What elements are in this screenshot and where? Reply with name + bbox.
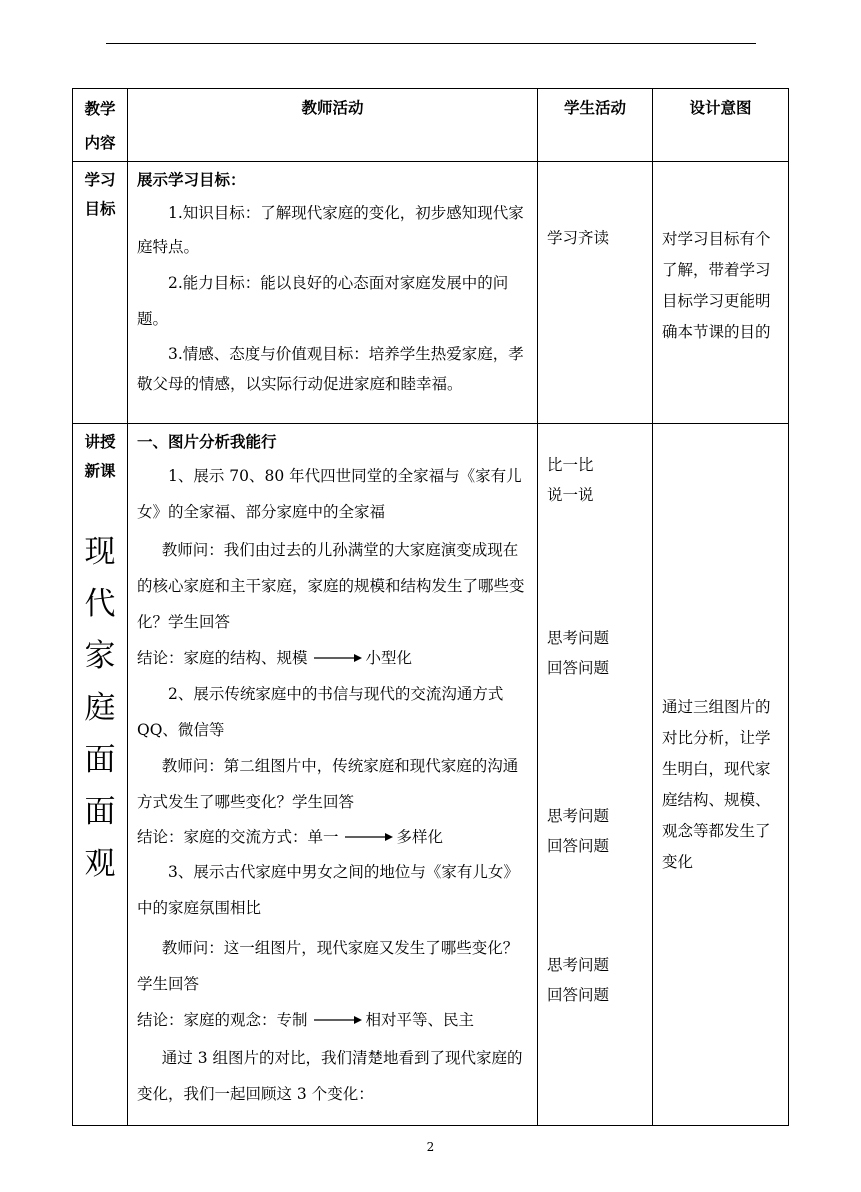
- header-teacher-cell: [128, 89, 538, 162]
- conclusion3-result: 相对平等、民主: [365, 1011, 475, 1029]
- objective-knowledge: 1.知识目标：了解现代家庭的变化，初步感知现代家庭特点。: [137, 204, 524, 256]
- conclusion1: [137, 640, 529, 676]
- header-col0-line1: 教学: [84, 100, 116, 118]
- student-activity-answer: 回答问题: [547, 837, 610, 855]
- student-activity-think: 思考问题: [547, 956, 610, 974]
- student-activity-think: 思考问题: [547, 807, 610, 825]
- vertical-char: 代: [84, 586, 116, 622]
- objectives-intent-text: 对学习目标有个了解，带着学习目标学习更能明确本节课的目的: [662, 230, 771, 341]
- page-number: 2: [426, 1140, 435, 1154]
- conclusion3: [137, 1002, 529, 1038]
- arrow-right-icon: [314, 1015, 362, 1025]
- objectives-label-1: 学习: [84, 171, 116, 189]
- student-activity-think: 思考问题: [547, 629, 610, 647]
- conclusion2-lead: 结论：家庭的交流方式：单一: [137, 828, 339, 846]
- lecture-label-2: 新课: [84, 462, 116, 480]
- header-row: [73, 89, 789, 162]
- vertical-title: [73, 526, 127, 890]
- arrow-right-icon: [345, 832, 393, 842]
- section-title: 一、图片分析我能行: [137, 433, 277, 451]
- objectives-student-cell: [538, 162, 653, 424]
- vertical-char: 现: [84, 534, 116, 570]
- objectives-row: [73, 162, 789, 424]
- objective-ability: 2.能力目标：能以良好的心态面对家庭发展中的问题。: [137, 274, 509, 328]
- student-activity-answer: 回答问题: [547, 659, 610, 677]
- header-intent-label: 设计意图: [689, 99, 752, 117]
- objectives-label-cell: [73, 162, 128, 424]
- conclusion2-result: 多样化: [396, 828, 444, 846]
- vertical-char: 家: [84, 638, 116, 674]
- header-teacher-label: 教师活动: [301, 99, 364, 117]
- header-col0-line2: 内容: [84, 134, 116, 152]
- objectives-label-2: 目标: [84, 200, 116, 218]
- header-intent-cell: [653, 89, 789, 162]
- lecture-intent-text: 通过三组图片的对比分析，让学生明白，现代家庭结构、规模、观念等都发生了变化: [662, 698, 771, 871]
- lesson-plan-table: [72, 88, 789, 1126]
- lecture-row: [73, 424, 789, 1126]
- summary-text: 通过 3 组图片的对比，我们清楚地看到了现代家庭的变化，我们一起回顾这 3 个变化：: [137, 1049, 523, 1103]
- vertical-char: 庭: [84, 690, 116, 726]
- question1-text: 教师问：我们由过去的儿孙满堂的大家庭演变成现在的核心家庭和主干家庭，家庭的规模和结构发生了哪些变化？学生回答: [137, 541, 525, 631]
- conclusion1-result: 小型化: [365, 649, 413, 667]
- step3-text: 3、展示古代家庭中男女之间的地位与《家有儿女》中的家庭氛围相比: [137, 863, 519, 917]
- question2-text: 教师问：第二组图片中，传统家庭和现代家庭的沟通方式发生了哪些变化？学生回答: [137, 757, 519, 811]
- header-student-label: 学生活动: [563, 99, 626, 117]
- question3-text: 教师问：这一组图片，现代家庭又发生了哪些变化？学生回答: [137, 939, 519, 993]
- lecture-teacher-cell: [128, 424, 538, 1126]
- vertical-char: 观: [84, 846, 116, 882]
- student-activity-compare: 比一比: [547, 456, 594, 474]
- objectives-title: 展示学习目标：: [137, 171, 246, 189]
- lecture-label-cell: [73, 424, 128, 1126]
- lecture-intent-cell: [653, 424, 789, 1126]
- objectives-intent-cell: [653, 162, 789, 424]
- vertical-char: 面: [84, 742, 116, 778]
- step2-text: 2、展示传统家庭中的书信与现代的交流沟通方式 QQ、微信等: [137, 685, 504, 739]
- step1-text: 1、展示 70、80 年代四世同堂的全家福与《家有儿女》的全家福、部分家庭中的全家福: [137, 467, 522, 521]
- header-rule: [106, 43, 756, 44]
- header-student-cell: [538, 89, 653, 162]
- lecture-student-cell: [538, 424, 653, 1126]
- header-content-cell: [73, 89, 128, 162]
- conclusion3-lead: 结论：家庭的观念：专制: [137, 1011, 308, 1029]
- vertical-char: 面: [84, 794, 116, 830]
- objective-emotion: 3.情感、态度与价值观目标：培养学生热爱家庭，孝敬父母的情感，以实际行动促进家庭和睦幸福。: [137, 345, 524, 393]
- arrow-right-icon: [314, 653, 362, 663]
- objectives-teacher-cell: [128, 162, 538, 424]
- conclusion1-lead: 结论：家庭的结构、规模: [137, 649, 308, 667]
- lecture-label-1: 讲授: [84, 433, 116, 451]
- student-activity-discuss: 说一说: [547, 486, 594, 504]
- student-activity-answer: 回答问题: [547, 986, 610, 1004]
- objectives-student-activity: 学习齐读: [547, 229, 610, 247]
- conclusion2: [137, 820, 529, 854]
